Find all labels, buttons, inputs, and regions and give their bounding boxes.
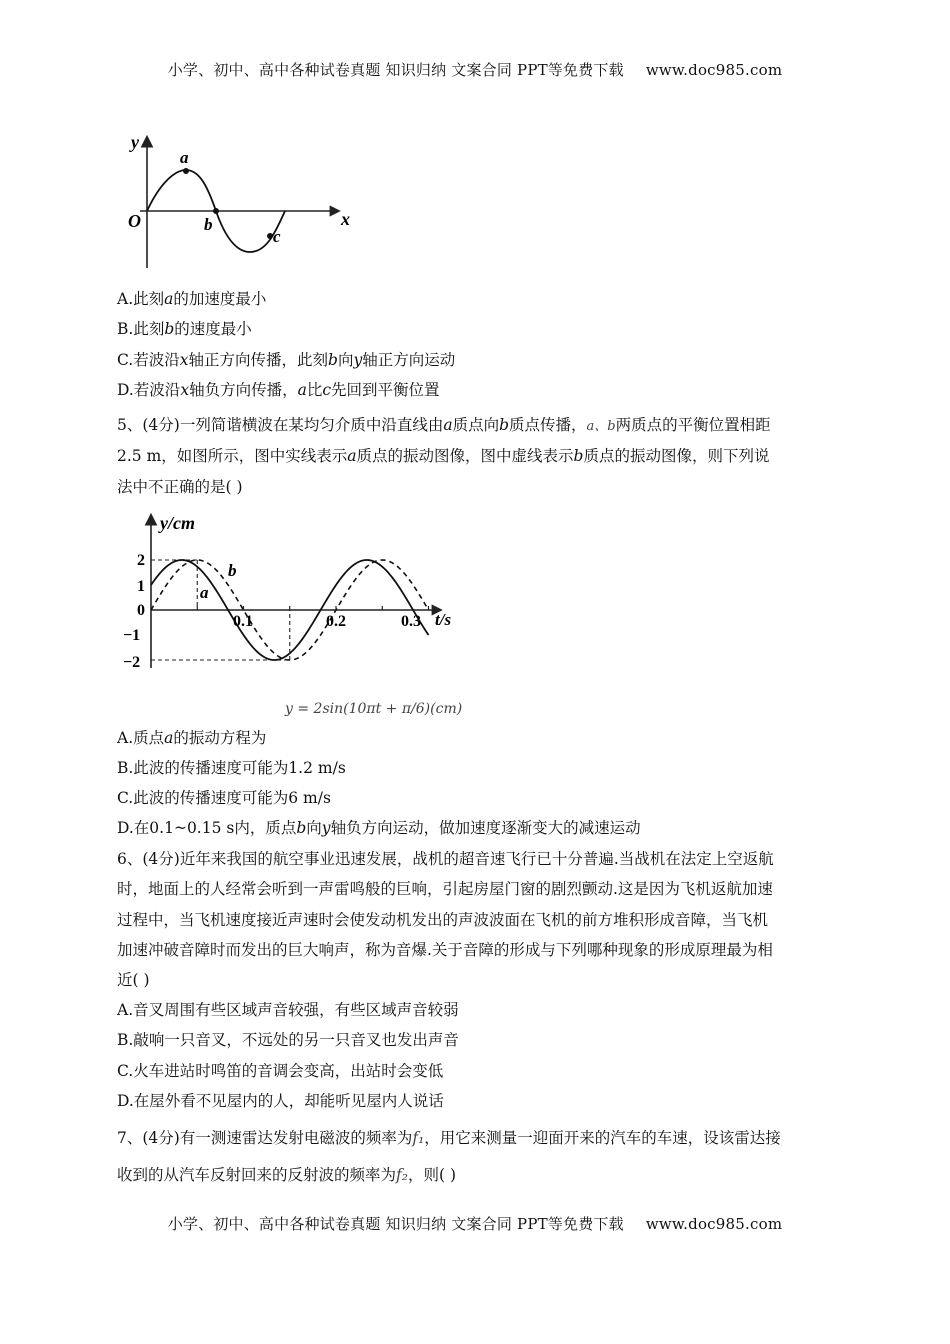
y-tick-0: 0 <box>137 602 145 619</box>
q5-stem-line2: 2.5 m，如图所示，图中实线表示a质点的振动图像，图中虚线表示b质点的振动图像，则下列说 <box>117 447 770 465</box>
q5-option-c[interactable]: C.此波的传播速度可能为6 m/s <box>117 789 331 807</box>
x-tick-0.1: 0.1 <box>233 613 253 630</box>
fig2-label-b: b <box>228 561 237 580</box>
fig1-x-label: x <box>341 209 350 229</box>
q4-option-b[interactable]: B.此刻b的速度最小 <box>117 320 252 338</box>
fig2-label-a: a <box>200 583 209 602</box>
x-tick-0.2: 0.2 <box>326 613 346 630</box>
fig1-y-label: y <box>131 132 139 152</box>
point-b-dot <box>213 208 219 214</box>
q4-option-c[interactable]: C.若波沿x轴正方向传播，此刻b向y轴正方向运动 <box>117 351 456 369</box>
q4-option-d[interactable]: D.若波沿x轴负方向传播，a比c先回到平衡位置 <box>117 381 440 399</box>
fig2-y-label: y/cm <box>160 513 195 533</box>
q6-stem-line2: 时，地面上的人经常会听到一声雷鸣般的巨响，引起房屋门窗的剧烈颤动.这是因为飞机返航加速 <box>117 880 773 898</box>
q5-option-b[interactable]: B.此波的传播速度可能为1.2 m/s <box>117 759 346 777</box>
fig1-label-a: a <box>180 148 189 167</box>
q7-stem-line1: 7、(4分)有一测速雷达发射电磁波的频率为f₁，用它来测量一迎面开来的汽车的车速，设该雷达接 <box>117 1129 781 1147</box>
vibration-chart <box>120 508 465 678</box>
q6-stem-line3: 过程中，当飞机速度接近声速时会使发动机发出的声波波面在飞机的前方堆积形成音障，当飞机 <box>117 911 769 929</box>
y-tick-neg1: −1 <box>123 627 141 644</box>
page-footer <box>0 1213 950 1234</box>
q5-formula: y = 2sin(10πt + π/6)(cm) <box>285 701 463 717</box>
wave-figure <box>120 128 370 273</box>
q5-stem-line3: 法中不正确的是( ) <box>117 478 243 496</box>
q6-stem-line4: 加速冲破音障时而发出的巨大响声，称为音爆.关于音障的形成与下列哪种现象的形成原理最为相 <box>117 941 773 959</box>
q6-option-c[interactable]: C.火车进站时鸣笛的音调会变高，出站时会变低 <box>117 1062 444 1080</box>
point-a-dot <box>183 168 189 174</box>
y-tick-1: 1 <box>137 578 145 595</box>
y-tick-2: 2 <box>137 552 145 569</box>
q6-stem-line5: 近( ) <box>117 971 150 989</box>
header-text: 小学、初中、高中各种试卷真题 知识归纳 文案合同 PPT等免费下载 <box>167 61 624 79</box>
q5-option-d[interactable]: D.在0.1~0.15 s内，质点b向y轴负方向运动，做加速度逐渐变大的减速运动 <box>117 819 641 837</box>
header-url: www.doc985.com <box>645 61 783 79</box>
fig1-origin: O <box>128 211 141 231</box>
q5-option-a[interactable]: A.质点a的振动方程为 <box>117 729 267 747</box>
fig2-x-label: t/s <box>435 610 452 629</box>
page-header <box>0 59 950 80</box>
q6-option-d[interactable]: D.在屋外看不见屋内的人，却能听见屋内人说话 <box>117 1092 444 1110</box>
q6-option-a[interactable]: A.音叉周围有些区域声音较强，有些区域声音较弱 <box>117 1001 459 1019</box>
q4-option-a[interactable]: A.此刻a的加速度最小 <box>117 290 267 308</box>
footer-text: 小学、初中、高中各种试卷真题 知识归纳 文案合同 PPT等免费下载 <box>167 1215 624 1233</box>
x-tick-0.3: 0.3 <box>401 613 421 630</box>
fig1-label-b: b <box>204 215 213 234</box>
q7-stem-line2: 收到的从汽车反射回来的反射波的频率为f₂，则( ) <box>117 1166 456 1184</box>
q6-stem-line1: 6、(4分)近年来我国的航空事业迅速发展，战机的超音速飞行已十分普遍.当战机在法定上空返航 <box>117 850 774 868</box>
q6-option-b[interactable]: B.敲响一只音叉，不远处的另一只音叉也发出声音 <box>117 1031 459 1049</box>
footer-url: www.doc985.com <box>645 1215 783 1233</box>
y-tick-neg2: −2 <box>123 654 141 671</box>
fig1-label-c: c <box>273 227 281 246</box>
q5-stem-line1: 5、(4分)一列简谐横波在某均匀介质中沿直线由a质点向b质点传播，a、b两质点的平衡位置相距 <box>117 416 771 434</box>
